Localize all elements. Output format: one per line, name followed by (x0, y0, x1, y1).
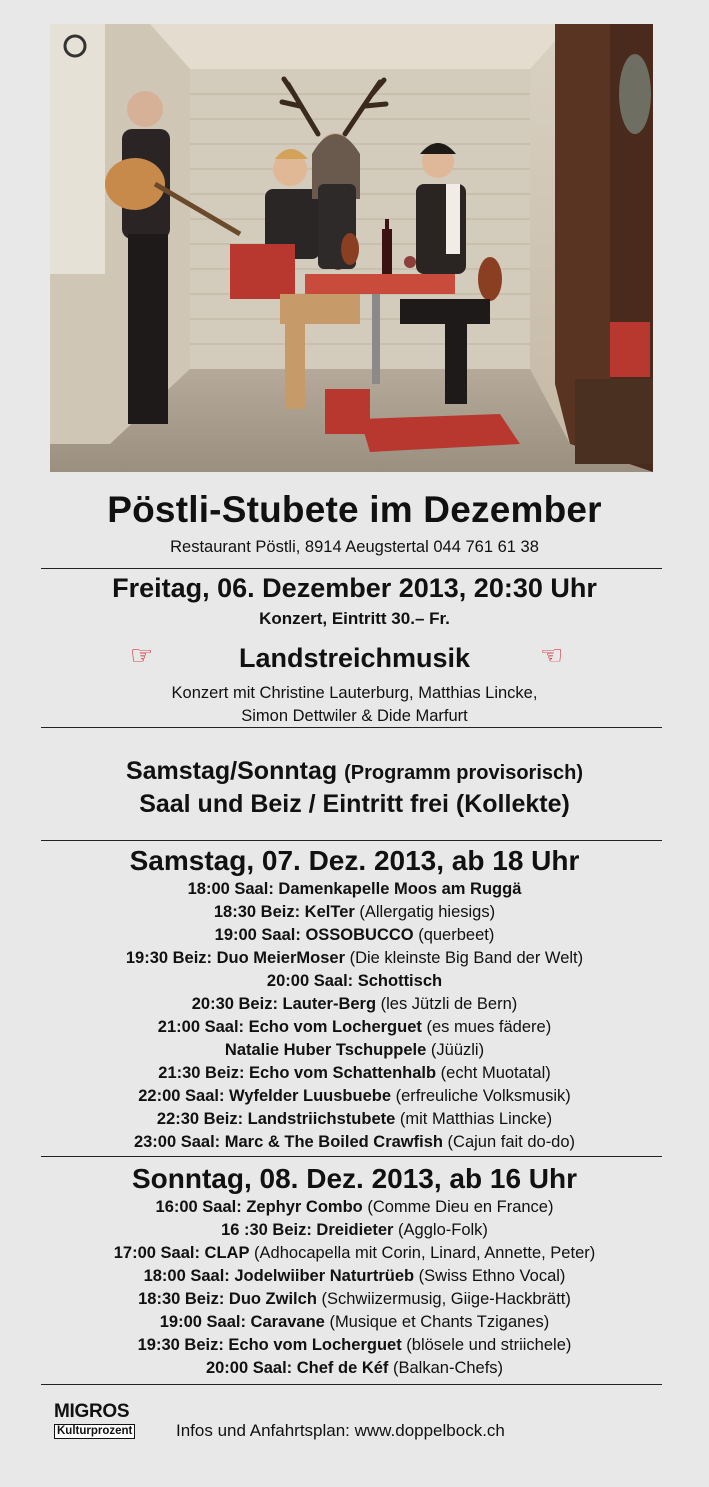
program-item-note: (querbeet) (413, 926, 495, 944)
program-item-title: 16 :30 Beiz: Dreidieter (221, 1221, 394, 1239)
saturday-program (0, 878, 709, 1154)
program-item-note: (echt Muotatal) (436, 1064, 551, 1082)
weekend-admission: Saal und Beiz / Eintritt frei (Kollekte) (139, 790, 570, 818)
program-item-title: 19:30 Beiz: Duo MeierMoser (125, 949, 345, 967)
program-item-title: 16:00 Saal: Zephyr Combo (155, 1198, 363, 1216)
saturday-date: Samstag, 07. Dez. 2013, ab 18 Uhr (129, 845, 580, 876)
program-item (0, 1288, 709, 1311)
program-item (0, 1196, 709, 1219)
divider (41, 568, 662, 569)
program-item (0, 1334, 709, 1357)
program-item-note: (Jüüzli) (426, 1041, 485, 1059)
program-item-title: 23:00 Saal: Marc & The Boiled Crawfish (133, 1133, 443, 1151)
divider (41, 1384, 662, 1385)
program-item (0, 1085, 709, 1108)
program-item-note: (Musique et Chants Tziganes) (324, 1313, 550, 1331)
program-item-note: (mit Matthias Lincke) (395, 1110, 553, 1128)
migros-logo (54, 1402, 150, 1438)
band-description (0, 682, 709, 728)
program-item (0, 1062, 709, 1085)
program-item (0, 1108, 709, 1131)
program-item-note: (Swiss Ethno Vocal) (414, 1267, 566, 1285)
weekend-heading-main: Samstag/Sonntag (125, 757, 345, 785)
pointing-hand-left-icon: ☜ (540, 640, 564, 670)
band-description-line: Konzert mit Christine Lauterburg, Matthias Lincke, (171, 684, 538, 702)
program-item (0, 1242, 709, 1265)
program-item-title: 22:30 Beiz: Landstriichstubete (156, 1110, 396, 1128)
program-item-title: 20:00 Saal: Schottisch (266, 972, 443, 990)
program-item-title: 18:00 Saal: Jodelwiiber Naturtrüeb (143, 1267, 415, 1285)
divider (41, 727, 662, 728)
program-item-title: 19:00 Saal: Caravane (159, 1313, 325, 1331)
migros-logo-sub: Kulturprozent (54, 1424, 135, 1439)
program-item-note: (blösele und striichele) (401, 1336, 572, 1354)
friday-admission: Konzert, Eintritt 30.– Fr. (259, 609, 450, 628)
program-item-note: (Balkan-Chefs) (388, 1359, 504, 1377)
program-item (0, 1039, 709, 1062)
program-item-note: (les Jützli de Bern) (376, 995, 518, 1013)
pointing-hand-right-icon: ☞ (130, 640, 154, 670)
program-item-note: (Die kleinste Big Band der Welt) (345, 949, 584, 967)
program-item-note: (Adhocapella mit Corin, Linard, Annette, Peter) (249, 1244, 596, 1262)
sunday-date: Sonntag, 08. Dez. 2013, ab 16 Uhr (131, 1163, 578, 1194)
program-item-title: 17:00 Saal: CLAP (113, 1244, 250, 1262)
poster-title: Pöstli-Stubete im Dezember (107, 489, 602, 530)
program-item-title: 18:00 Saal: Damenkapelle Moos am Ruggä (187, 880, 522, 898)
headline-band: Landstreichmusik (238, 643, 471, 673)
program-item (0, 1265, 709, 1288)
program-item-title: 18:30 Beiz: KelTer (213, 903, 355, 921)
program-item (0, 1357, 709, 1380)
program-item (0, 947, 709, 970)
program-item-note: (Allergatig hiesigs) (354, 903, 496, 921)
program-item-title: 20:00 Saal: Chef de Kéf (205, 1359, 389, 1377)
program-item-title: 22:00 Saal: Wyfelder Luusbuebe (138, 1087, 392, 1105)
program-item (0, 1219, 709, 1242)
program-item (0, 1311, 709, 1334)
program-item (0, 970, 709, 993)
program-item (0, 993, 709, 1016)
divider (41, 1156, 662, 1157)
program-item-title: 20:30 Beiz: Lauter-Berg (191, 995, 377, 1013)
band-description-line: Simon Dettwiler & Dide Marfurt (241, 707, 468, 725)
program-item (0, 924, 709, 947)
divider (41, 840, 662, 841)
restaurant-address: Restaurant Pöstli, 8914 Aeugstertal 044 761 61 38 (170, 538, 539, 556)
program-item-title: 21:30 Beiz: Echo vom Schattenhalb (158, 1064, 437, 1082)
program-item (0, 901, 709, 924)
program-item-note: (erfreuliche Volksmusik) (391, 1087, 571, 1105)
band-photo (50, 24, 653, 472)
program-item (0, 1131, 709, 1154)
program-item (0, 1016, 709, 1039)
program-item-note: (Schwiizermusig, Giige-Hackbrätt) (316, 1290, 571, 1308)
weekend-heading (0, 757, 709, 786)
program-item-note: (Cajun fait do-do) (442, 1133, 576, 1151)
friday-date: Freitag, 06. Dezember 2013, 20:30 Uhr (112, 573, 597, 603)
program-item-title: 19:30 Beiz: Echo vom Locherguet (137, 1336, 402, 1354)
program-item-title: 21:00 Saal: Echo vom Locherguet (157, 1018, 422, 1036)
program-item (0, 878, 709, 901)
program-item-note: (es mues fädere) (421, 1018, 552, 1036)
program-item-title: 19:00 Saal: OSSOBUCCO (214, 926, 414, 944)
program-item-note: (Comme Dieu en France) (362, 1198, 554, 1216)
infos-link-text: Infos und Anfahrtsplan: www.doppelbock.ch (176, 1421, 505, 1440)
program-item-title: 18:30 Beiz: Duo Zwilch (138, 1290, 317, 1308)
program-item-note: (Agglo-Folk) (393, 1221, 488, 1239)
sunday-program (0, 1196, 709, 1380)
migros-logo-main: MIGROS (54, 1401, 130, 1422)
weekend-heading-note: (Programm provisorisch) (344, 762, 584, 784)
program-item-title: Natalie Huber Tschuppele (224, 1041, 427, 1059)
